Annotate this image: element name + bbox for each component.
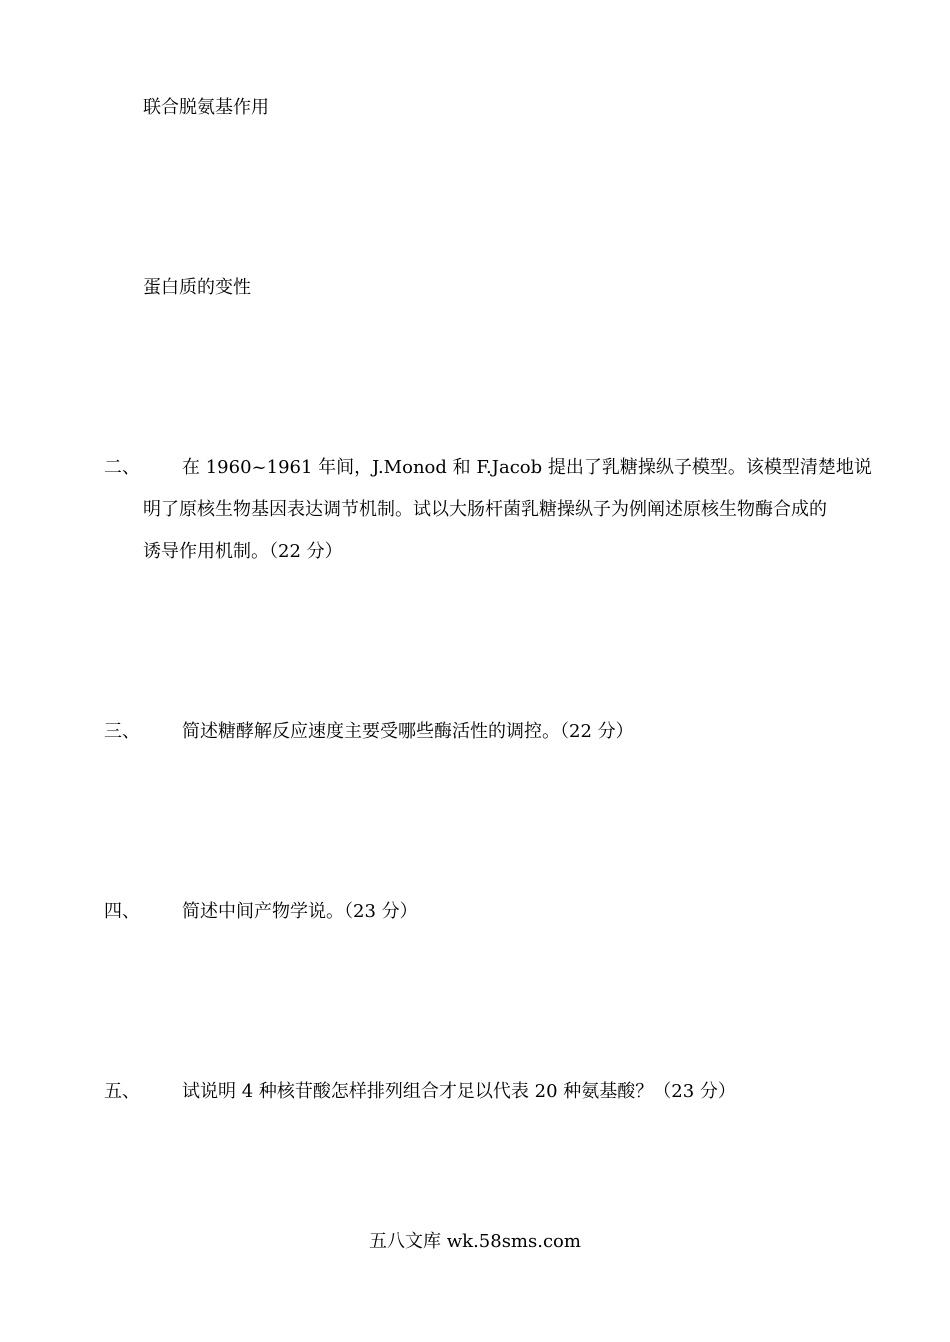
question-text-line: 诱导作用机制。（22 分） <box>143 541 343 562</box>
footer-watermark-text: 五八文库 wk.58sms.com <box>369 1231 581 1252</box>
term-protein-denaturation: 蛋白质的变性 <box>143 277 251 298</box>
question-number: 四、 <box>104 901 140 922</box>
question-text-line: 在 1960~1961 年间，J.Monod 和 F.Jacob 提出了乳糖操纵子模型。该模型清楚地说 <box>182 457 872 478</box>
term-joint-deamination: 联合脱氨基作用 <box>143 97 269 118</box>
question-number: 二、 <box>104 457 140 478</box>
question-number: 三、 <box>104 721 140 742</box>
question-text-line: 简述糖酵解反应速度主要受哪些酶活性的调控。（22 分） <box>182 721 634 742</box>
question-text-line: 简述中间产物学说。（23 分） <box>182 901 418 922</box>
question-number: 五、 <box>104 1081 140 1102</box>
question-text-line: 明了原核生物基因表达调节机制。试以大肠杆菌乳糖操纵子为例阐述原核生物酶合成的 <box>143 499 827 520</box>
question-text-line: 试说明 4 种核苷酸怎样排列组合才足以代表 20 种氨基酸？（23 分） <box>182 1081 736 1102</box>
